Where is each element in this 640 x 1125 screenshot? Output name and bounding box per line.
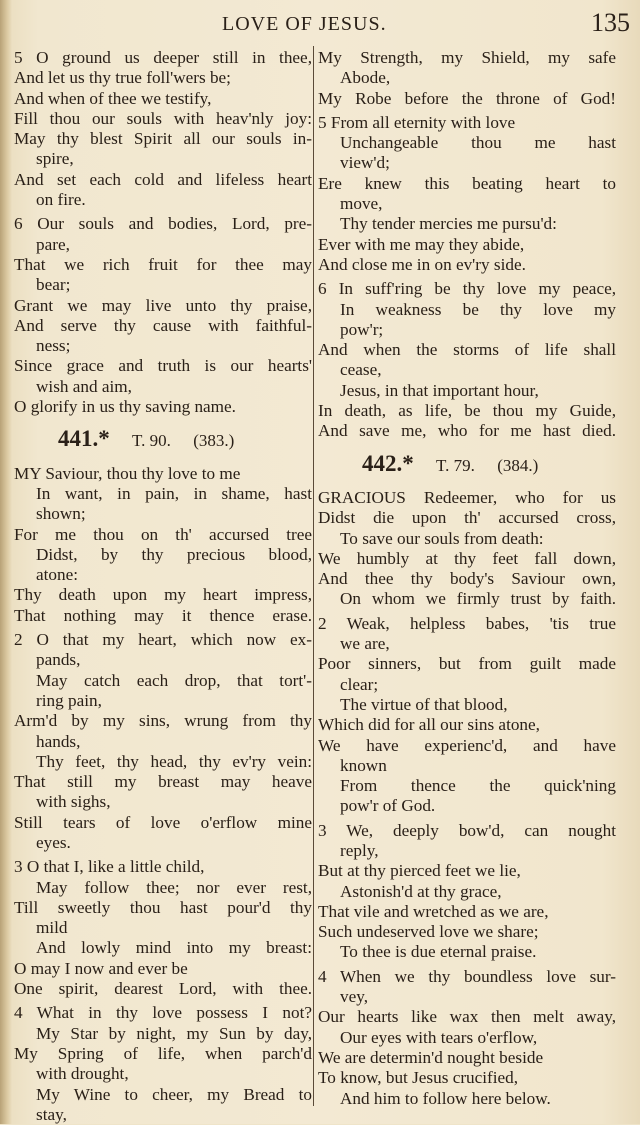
verse-line: cease, (340, 360, 382, 380)
verse-line: And lowly mind into my breast: (36, 938, 312, 958)
right-column (318, 48, 616, 1109)
verse-line: bear; (36, 275, 71, 295)
verse-line: Thy death upon my heart impress, (14, 585, 312, 605)
verse-line: Our eyes with tears o'erflow, (340, 1027, 538, 1047)
verse-line: My Star by night, my Sun by day, (36, 1023, 312, 1043)
verse-line: shown; (36, 504, 86, 524)
verse-line: Such undeserved love we share; (318, 922, 539, 942)
tune-number: T. 79. (436, 455, 475, 475)
verse-line: Astonish'd at thy grace, (340, 881, 502, 901)
verse-line: on fire. (36, 190, 86, 210)
verse-line: spire, (36, 149, 74, 169)
hymn-442-heading (318, 450, 616, 476)
verse-line: 6 In suff'ring be thy love my peace, (318, 279, 616, 299)
verse-line: Didst, by thy precious blood, (36, 544, 312, 564)
verse-line: pare, (36, 234, 70, 254)
verse-line: From thence the quick'ning (340, 776, 616, 796)
verse-line: 4 What in thy love possess I not? (14, 1003, 312, 1023)
book-binding-shadow (0, 0, 12, 1124)
verse-line: Didst die upon th' accursed cross, (318, 508, 616, 528)
verse-line: pow'r; (340, 319, 384, 339)
verse-line: On whom we firmly trust by faith. (340, 589, 616, 609)
verse-line: That nothing may it thence erase. (14, 605, 312, 625)
hymn-440-verse-5 (14, 48, 312, 210)
verse-line: ness; (36, 336, 71, 356)
hymn-440-verse-6 (14, 214, 312, 417)
verse-line: That still my breast may heave (14, 772, 312, 792)
verse-line: Unchangeable thou me hast (340, 133, 616, 153)
verse-line: In death, as life, be thou my Guide, (318, 401, 616, 421)
running-head: LOVE OF JESUS. (222, 13, 387, 35)
verse-line: mild (36, 918, 68, 938)
verse-line: And when the storms of life shall (318, 340, 616, 360)
verse-line: view'd; (340, 153, 390, 173)
verse-line: 2 Weak, helpless babes, 'tis true (318, 613, 616, 633)
verse-line: ring pain, (36, 690, 102, 710)
verse-line: Which did for all our sins atone, (318, 715, 540, 735)
verse-line: Till sweetly thou hast pour'd thy (14, 897, 312, 917)
hymn-441-verse-4-continued (318, 48, 616, 109)
verse-line: Thy feet, thy head, thy ev'ry vein: (36, 751, 312, 771)
verse-line: O may I now and ever be (14, 958, 188, 978)
verse-line: MY Saviour, thou thy love to me (14, 463, 241, 483)
verse-line: And save me, who for me hast died. (318, 421, 616, 441)
verse-line: And him to follow here below. (340, 1088, 551, 1108)
hymn-441-verse-3 (14, 857, 312, 999)
verse-line: And thee thy body's Saviour own, (318, 569, 616, 589)
verse-line: And set each cold and lifeless heart (14, 169, 312, 189)
verse-line: stay, (36, 1104, 67, 1124)
verse-line: We are determin'd nought beside (318, 1047, 544, 1067)
page-number: 135 (591, 8, 630, 37)
verse-line: 4 When we thy boundless love sur- (318, 966, 616, 986)
verse-line: My Wine to cheer, my Bread to (36, 1084, 312, 1104)
verse-line: For me thou on th' accursed tree (14, 524, 312, 544)
verse-line: Still tears of love o'erflow mine (14, 812, 312, 832)
hymn-number: 442.* (362, 450, 414, 476)
verse-line: My Robe before the throne of God! (318, 88, 616, 108)
verse-line: To save our souls from death: (340, 528, 544, 548)
verse-line: Fill thou our souls with heav'nly joy: (14, 108, 312, 128)
hymn-441-verse-6 (318, 279, 616, 441)
verse-line: move, (340, 194, 383, 214)
hymn-441-heading (14, 426, 312, 452)
verse-line: pands, (36, 650, 81, 670)
verse-line: vey, (340, 987, 368, 1007)
verse-line: In want, in pain, in shame, hast (36, 483, 312, 503)
verse-line: Poor sinners, but from guilt made (318, 654, 616, 674)
verse-line: And when of thee we testify, (14, 88, 212, 108)
verse-line: One spirit, dearest Lord, with thee. (14, 979, 312, 999)
verse-line: we are, (340, 634, 390, 654)
hymn-442-verse-2 (318, 614, 616, 817)
verse-line: with sighs, (36, 792, 111, 812)
verse-line: And let us thy true foll'wers be; (14, 68, 231, 88)
tune-number: T. 90. (132, 431, 171, 451)
verse-line: 5 O ground us deeper still in thee, (14, 48, 312, 67)
hymn-442-verse-3 (318, 821, 616, 963)
verse-line: 3 O that I, like a little child, (14, 857, 205, 877)
column-divider (313, 46, 314, 1106)
verse-line: with drought, (36, 1064, 129, 1084)
verse-line: eyes. (36, 832, 71, 852)
hymn-number: 441.* (58, 426, 110, 452)
verse-line: O glorify in us thy saving name. (14, 397, 236, 417)
hymn-441-verse-5 (318, 113, 616, 275)
verse-line: To know, but Jesus crucified, (318, 1068, 519, 1088)
verse-line: But at thy pierced feet we lie, (318, 861, 521, 881)
verse-line: 6 Our souls and bodies, Lord, pre- (14, 214, 312, 234)
verse-line: To thee is due eternal praise. (340, 942, 537, 962)
verse-line: And serve thy cause with faithful- (14, 315, 312, 335)
hymn-441-verse-4 (14, 1003, 312, 1125)
hymn-reference: (384.) (497, 455, 539, 475)
verse-line: We have experienc'd, and have (318, 735, 616, 755)
verse-line: Since grace and truth is our hearts' (14, 356, 312, 376)
verse-line: 2 O that my heart, which now ex- (14, 630, 312, 650)
verse-line: May catch each drop, that tort'- (36, 670, 312, 690)
verse-line: My Strength, my Shield, my safe (318, 48, 616, 67)
verse-line: 3 We, deeply bow'd, can nought (318, 820, 616, 840)
hymn-reference: (383.) (193, 431, 235, 451)
page-header (0, 6, 640, 40)
verse-line: Jesus, in that important hour, (340, 380, 539, 400)
verse-line: GRACIOUS Redeemer, who for us (318, 487, 616, 507)
left-column (14, 48, 312, 1125)
verse-line: May follow thee; nor ever rest, (36, 877, 312, 897)
verse-line: hands, (36, 731, 81, 751)
hymn-441-verse-1 (14, 464, 312, 626)
verse-line: And close me in on ev'ry side. (318, 254, 526, 274)
verse-line: Abode, (340, 68, 391, 88)
verse-line: atone: (36, 565, 78, 585)
verse-line: reply, (340, 840, 379, 860)
verse-line: Ere knew this beating heart to (318, 173, 616, 193)
verse-line: wish and aim, (36, 376, 132, 396)
verse-line: In weakness be thy love my (340, 299, 616, 319)
hymn-441-verse-2 (14, 630, 312, 853)
verse-line: May thy blest Spirit all our souls in- (14, 129, 312, 149)
verse-line: Ever with me may they abide, (318, 234, 525, 254)
verse-line: That vile and wretched as we are, (318, 901, 549, 921)
verse-line: Thy tender mercies me pursu'd: (340, 214, 557, 234)
verse-line: clear; (340, 674, 379, 694)
verse-line: My Spring of life, when parch'd (14, 1043, 312, 1063)
verse-line: That we rich fruit for thee may (14, 254, 312, 274)
hymn-442-verse-4 (318, 967, 616, 1109)
verse-line: known (340, 755, 387, 775)
verse-line: The virtue of that blood, (340, 694, 508, 714)
verse-line: Grant we may live unto thy praise, (14, 295, 312, 315)
verse-line: Our hearts like wax then melt away, (318, 1007, 616, 1027)
verse-line: 5 From all eternity with love (318, 112, 516, 132)
verse-line: Arm'd by my sins, wrung from thy (14, 711, 312, 731)
verse-line: We humbly at thy feet fall down, (318, 548, 616, 568)
verse-line: pow'r of God. (340, 796, 436, 816)
hymn-442-verse-1 (318, 488, 616, 610)
